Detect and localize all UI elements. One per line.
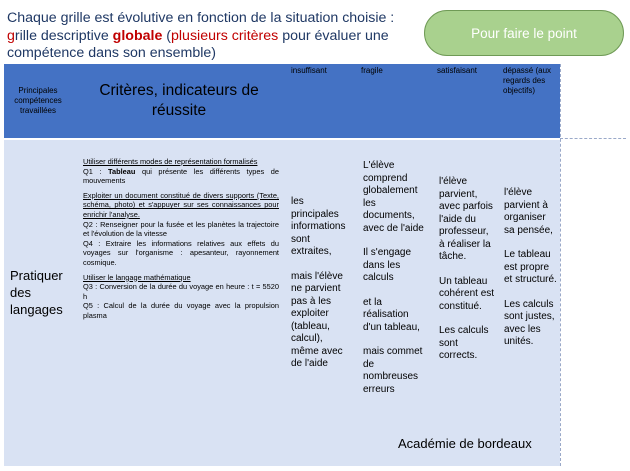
title-rille-descriptive: rille descriptive	[14, 27, 113, 44]
depasse-c: Les calculs sont justes, avec les unités.	[504, 298, 555, 347]
header-satisfaisant-label: satisfaisant	[437, 66, 478, 75]
insuffisant-b: mais l'élève ne parvient pas à les exploiter (tableau, calcul), même avec de l'aide	[291, 270, 343, 369]
fragile-text	[363, 160, 427, 396]
header-depasse-label: dépassé (aux regards des objectifs)	[503, 66, 552, 95]
satisfaisant-cell	[432, 140, 498, 466]
title-globale: globale	[112, 27, 163, 44]
criteria-block-1	[83, 157, 279, 186]
header-competences-label: Principales compétences travaillées	[14, 86, 62, 115]
header-insuffisant	[286, 64, 356, 138]
title-g: g	[7, 27, 15, 44]
header-criteres	[72, 64, 286, 138]
header-satisfaisant	[432, 64, 498, 138]
dashed-guide-vertical	[560, 64, 561, 466]
fragile-cell	[356, 140, 432, 466]
criteria-q5: Q5 : Calcul de la durée du voyage avec la propulsion plasma	[83, 301, 279, 320]
depasse-a: l'élève parvient à organiser sa pensée,	[504, 187, 553, 236]
criteria-block-3	[83, 273, 279, 321]
criteria-q3: Q3 : Conversion de la durée du voyage en heure : t = 5520 h	[83, 282, 279, 301]
satisfaisant-b: Un tableau cohérent est constitué.	[439, 275, 495, 312]
header-fragile-label: fragile	[361, 66, 383, 75]
title-line-2	[7, 28, 437, 46]
header-depasse	[498, 64, 560, 138]
insuffisant-text	[291, 196, 353, 371]
fragile-b: Il s'engage dans les calculs	[363, 247, 412, 283]
header-fragile	[356, 64, 432, 138]
satisfaisant-a: l'élève parvient, avec parfois l'aide du professeur, à réaliser la tâche.	[439, 176, 493, 262]
criteria-q2: Q2 : Renseigner pour la fusée et les planètes la trajectoire et l'évolution de la vitesse	[83, 219, 279, 239]
insuffisant-a: les principales informations sont extraites,	[291, 196, 346, 257]
criteria-p3-title: Utiliser le langage mathématique	[83, 272, 191, 282]
footer-academie: Académie de bordeaux	[398, 436, 532, 451]
criteria-q1-rest: qui présente les différents types de mouvements	[83, 166, 279, 186]
title-pour-evaluer: pour évaluer une	[278, 27, 389, 44]
fragile-d: mais commet de nombreuses erreurs	[363, 346, 423, 395]
criteria-block-2	[83, 191, 279, 268]
criteria-q1-bold: Tableau	[108, 166, 136, 176]
slide-title	[7, 10, 437, 63]
fragile-c: et la réalisation d'un tableau,	[363, 296, 420, 333]
competence-label: Pratiquer des langages	[10, 268, 63, 317]
depasse-text	[504, 187, 558, 349]
insuffisant-cell	[286, 140, 356, 466]
criteria-text	[83, 157, 279, 326]
title-line-1: Chaque grille est évolutive en fonction de la situation choisie :	[7, 10, 395, 26]
criteria-p1-title: Utiliser différents modes de représentation formalisés	[83, 157, 258, 166]
dashed-guide-horizontal	[560, 138, 626, 139]
competence-cell	[4, 140, 72, 466]
header-competences	[4, 64, 72, 138]
header-insuffisant-label: insuffisant	[291, 66, 327, 75]
satisfaisant-c: Les calculs sont corrects.	[439, 325, 489, 361]
depasse-cell	[498, 140, 560, 466]
title-plusieurs-criteres: plusieurs critères	[171, 27, 279, 44]
fragile-a: L'élève comprend globalement les documents, avec de l'aide	[363, 160, 424, 234]
evaluation-grid	[4, 64, 626, 466]
criteria-q4: Q4 : Extraire les informations relatives aux effets du voyages sur l'organisme : apesanteur, rayonnement cosmique.	[83, 238, 279, 267]
depasse-b: Le tableau est propre et structuré.	[504, 249, 557, 285]
criteria-p2-title: Exploiter un document constitué de divers supports (Texte, schéma, photo) et s'appuyer sur ses connaissances pour enrichir l'analyse.	[83, 190, 279, 219]
pill-label: Pour faire le point	[471, 25, 577, 41]
criteria-cell	[72, 140, 286, 466]
title-paren: (	[162, 27, 172, 44]
pour-faire-le-point-button[interactable]	[424, 10, 624, 56]
satisfaisant-text	[439, 176, 496, 363]
title-line-3: compétence dans son ensemble)	[7, 45, 216, 61]
criteria-q1-prefix: Q1 :	[83, 166, 109, 176]
header-criteres-label: Critères, indicateurs de réussite	[99, 82, 259, 119]
